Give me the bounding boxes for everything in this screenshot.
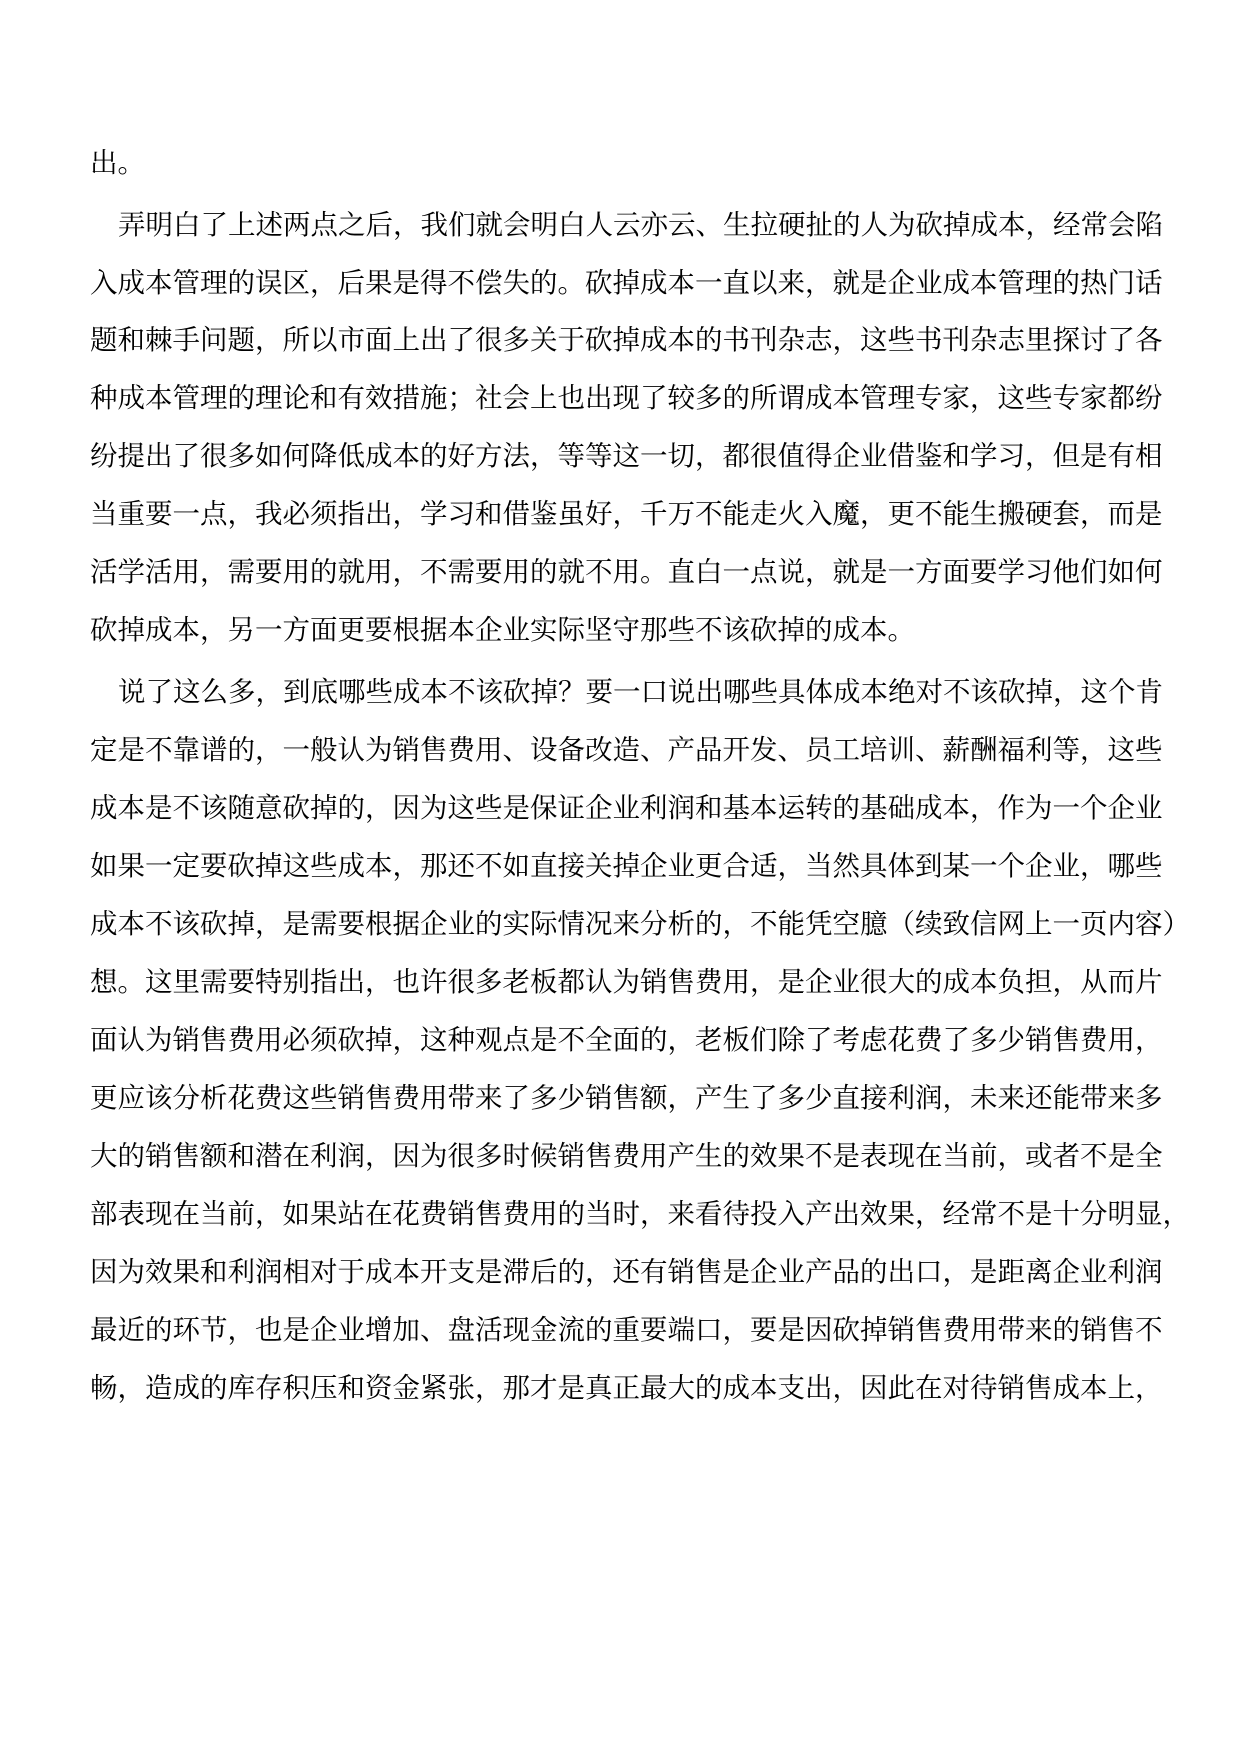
paragraph-line: 成本是不该随意砍掉的，因为这些是保证企业利润和基本运转的基础成本，作为一个企业 bbox=[90, 792, 1163, 824]
paragraph-line: 畅，造成的库存积压和资金紧张，那才是真正最大的成本支出，因此在对待销售成本上， bbox=[90, 1372, 1163, 1404]
paragraph-line: 当重要一点，我必须指出，学习和借鉴虽好，千万不能走火入魔，更不能生搬硬套，而是 bbox=[90, 498, 1163, 530]
paragraph-line: 部表现在当前，如果站在花费销售费用的当时，来看待投入产出效果，经常不是十分明显， bbox=[90, 1198, 1190, 1230]
paragraph-line: 种成本管理的理论和有效措施；社会上也出现了较多的所谓成本管理专家，这些专家都纷 bbox=[90, 382, 1163, 414]
paragraph-line: 因为效果和利润相对于成本开支是滞后的，还有销售是企业产品的出口，是距离企业利润 bbox=[90, 1256, 1163, 1288]
paragraph-line: 面认为销售费用必须砍掉，这种观点是不全面的，老板们除了考虑花费了多少销售费用， bbox=[90, 1024, 1163, 1056]
paragraph-line: 大的销售额和潜在利润，因为很多时候销售费用产生的效果不是表现在当前，或者不是全 bbox=[90, 1140, 1163, 1172]
paragraph-line: 活学活用，需要用的就用，不需要用的就不用。直白一点说，就是一方面要学习他们如何 bbox=[90, 556, 1163, 588]
paragraph-line: 入成本管理的误区，后果是得不偿失的。砍掉成本一直以来，就是企业成本管理的热门话 bbox=[90, 267, 1163, 299]
paragraph-line: 想。这里需要特别指出，也许很多老板都认为销售费用，是企业很大的成本负担，从而片 bbox=[90, 966, 1163, 998]
paragraph-line: 如果一定要砍掉这些成本，那还不如直接关掉企业更合适，当然具体到某一个企业，哪些 bbox=[90, 850, 1163, 882]
paragraph-line: 弄明白了上述两点之后，我们就会明白人云亦云、生拉硬扯的人为砍掉成本，经常会陷 bbox=[118, 209, 1163, 241]
paragraph-line: 最近的环节，也是企业增加、盘活现金流的重要端口，要是因砍掉销售费用带来的销售不 bbox=[90, 1314, 1163, 1346]
paragraph-line: 定是不靠谱的，一般认为销售费用、设备改造、产品开发、员工培训、薪酬福利等，这些 bbox=[90, 734, 1163, 766]
paragraph-line: 题和棘手问题，所以市面上出了很多关于砍掉成本的书刊杂志，这些书刊杂志里探讨了各 bbox=[90, 324, 1163, 356]
paragraph-line: 出。 bbox=[90, 147, 145, 179]
paragraph-line: 纷提出了很多如何降低成本的好方法，等等这一切，都很值得企业借鉴和学习，但是有相 bbox=[90, 440, 1163, 472]
paragraph-line: 成本不该砍掉，是需要根据企业的实际情况来分析的，不能凭空臆（续致信网上一页内容） bbox=[90, 908, 1190, 940]
paragraph-line: 说了这么多，到底哪些成本不该砍掉？要一口说出哪些具体成本绝对不该砍掉，这个肯 bbox=[118, 676, 1163, 708]
paragraph-line: 更应该分析花费这些销售费用带来了多少销售额，产生了多少直接利润，未来还能带来多 bbox=[90, 1082, 1163, 1114]
paragraph-line: 砍掉成本，另一方面更要根据本企业实际坚守那些不该砍掉的成本。 bbox=[90, 614, 915, 646]
